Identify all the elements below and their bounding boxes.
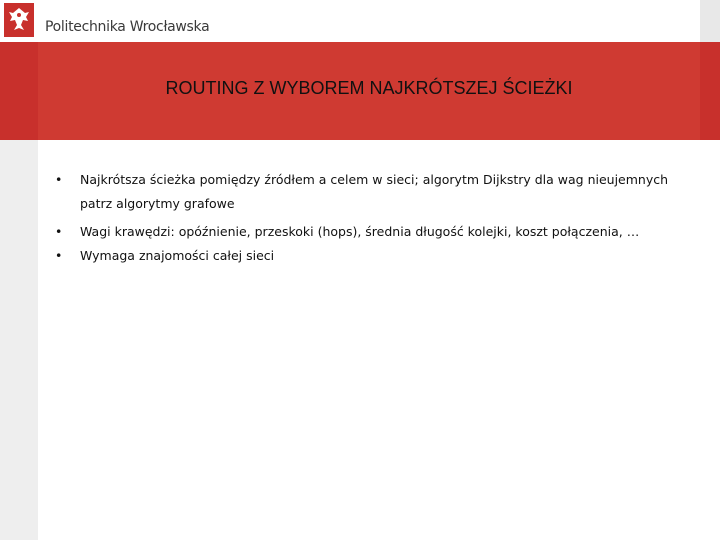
bullet-symbol: •	[55, 248, 63, 263]
slide-title: ROUTING Z WYBOREM NAJKRÓTSZEJ ŚCIEŻKI	[165, 78, 573, 98]
left-accent-strip	[0, 42, 38, 140]
header-right-strip	[700, 0, 720, 42]
bullet-symbol: •	[55, 224, 63, 239]
bullet-list	[55, 168, 715, 268]
university-logo	[4, 3, 34, 37]
bullet-continuation	[55, 192, 715, 216]
bullet-item	[55, 244, 715, 268]
bullet-continuation-text: patrz algorytmy grafowe	[80, 196, 235, 211]
brand-name: Politechnika Wrocławska	[45, 19, 210, 35]
bullet-text: Wagi krawędzi: opóźnienie, przeskoki (hops), średnia długość kolejki, koszt połączenia, …	[80, 224, 640, 239]
bullet-symbol: •	[55, 172, 63, 187]
bullet-item	[55, 220, 715, 244]
bullet-text: Wymaga znajomości całej sieci	[80, 248, 275, 263]
bullet-item	[55, 168, 715, 192]
left-margin-strip	[0, 140, 38, 540]
bullet-text: Najkrótsza ścieżka pomiędzy źródłem a celem w sieci; algorytm Dijkstry dla wag nieujemnych	[80, 172, 669, 187]
eagle-crest-icon	[4, 3, 34, 37]
